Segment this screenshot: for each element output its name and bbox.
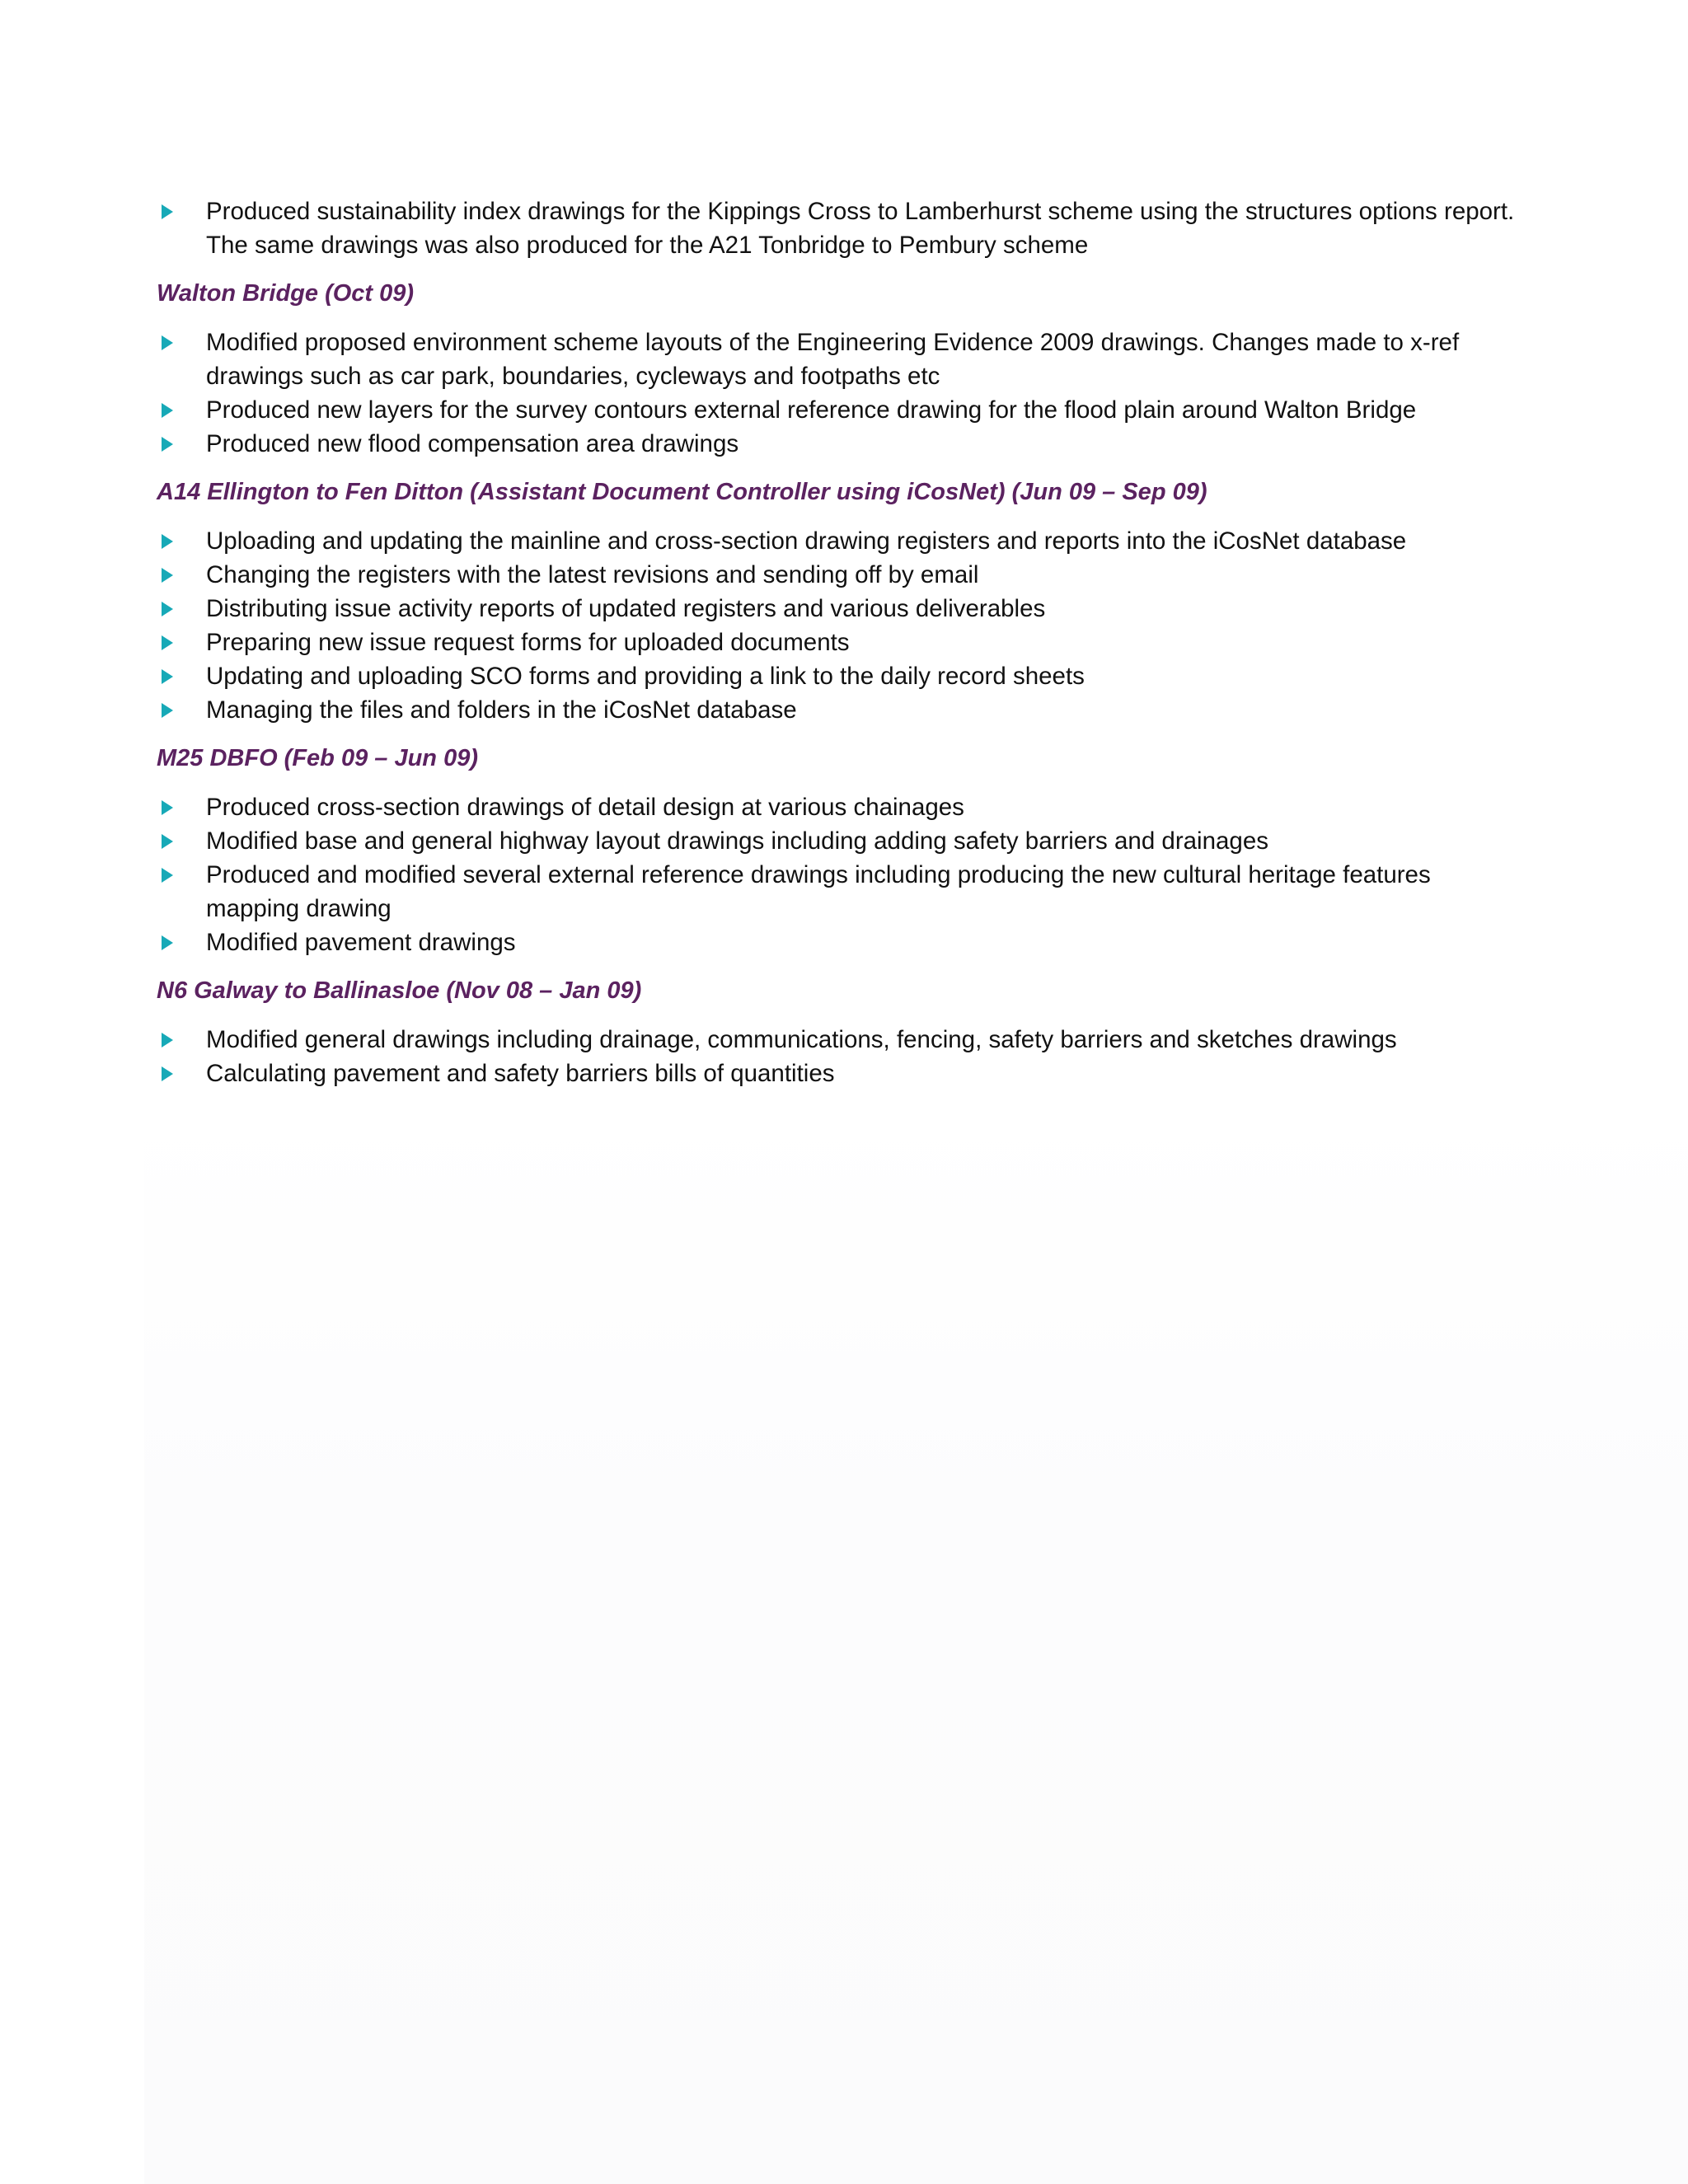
list-item-text: Modified pavement drawings	[206, 929, 516, 956]
triangle-bullet-icon	[162, 868, 173, 883]
list-item	[157, 790, 1525, 824]
list-item	[157, 926, 1525, 959]
bullet-list	[157, 194, 1525, 262]
section-heading: Walton Bridge (Oct 09)	[157, 280, 415, 307]
list-item-text: Uploading and updating the mainline and cross-section drawing registers and reports into the iCosNet database	[206, 527, 1407, 555]
section-n6	[157, 974, 1525, 1090]
list-item	[157, 659, 1525, 693]
list-item	[157, 824, 1525, 858]
list-item	[157, 626, 1525, 659]
triangle-bullet-icon	[162, 1066, 173, 1081]
list-item-text: Updating and uploading SCO forms and providing a link to the daily record sheets	[206, 663, 1085, 690]
list-item	[157, 393, 1525, 427]
triangle-bullet-icon	[162, 800, 173, 815]
list-item	[157, 592, 1525, 626]
section-m25	[157, 742, 1525, 959]
list-item	[157, 693, 1525, 727]
list-item	[157, 427, 1525, 461]
section-heading: N6 Galway to Ballinasloe (Nov 08 – Jan 09)	[157, 977, 642, 1004]
list-item-text: Modified base and general highway layout drawings including adding safety barriers and drainages	[206, 827, 1268, 855]
triangle-bullet-icon	[162, 635, 173, 650]
list-item-text: Preparing new issue request forms for uploaded documents	[206, 629, 850, 656]
triangle-bullet-icon	[162, 602, 173, 616]
list-item-text: Produced sustainability index drawings for the Kippings Cross to Lamberhurst scheme using the structures options report. The same drawings was also produced for the A21 Tonbridge to Pembury scheme	[206, 198, 1515, 259]
triangle-bullet-icon	[162, 437, 173, 452]
list-item	[157, 558, 1525, 592]
document-content	[157, 194, 1525, 1090]
list-item	[157, 858, 1525, 926]
list-item-text: Produced new layers for the survey contours external reference drawing for the flood plain around Walton Bridge	[206, 396, 1417, 424]
list-item-text: Modified general drawings including drainage, communications, fencing, safety barriers and sketches drawings	[206, 1026, 1397, 1053]
triangle-bullet-icon	[162, 534, 173, 549]
triangle-bullet-icon	[162, 403, 173, 418]
list-item-text: Distributing issue activity reports of updated registers and various deliverables	[206, 595, 1046, 622]
triangle-bullet-icon	[162, 669, 173, 684]
list-item	[157, 524, 1525, 558]
list-item	[157, 1057, 1525, 1090]
section-walton-bridge	[157, 277, 1525, 461]
list-item	[157, 194, 1525, 262]
triangle-bullet-icon	[162, 935, 173, 950]
list-item	[157, 1023, 1525, 1057]
triangle-bullet-icon	[162, 335, 173, 350]
triangle-bullet-icon	[162, 703, 173, 718]
section-heading: A14 Ellington to Fen Ditton (Assistant Document Controller using iCosNet) (Jun 09 – Sep 09)	[157, 479, 1207, 505]
list-item-text: Calculating pavement and safety barriers bills of quantities	[206, 1060, 835, 1087]
triangle-bullet-icon	[162, 1033, 173, 1047]
list-item-text: Managing the files and folders in the iCosNet database	[206, 696, 797, 724]
bullet-list	[157, 1023, 1525, 1090]
section-heading: M25 DBFO (Feb 09 – Jun 09)	[157, 745, 478, 771]
list-item-text: Modified proposed environment scheme layouts of the Engineering Evidence 2009 drawings. Changes made to x-ref drawings such as car park, boundaries, cycleways and footpaths etc	[206, 329, 1460, 390]
bullet-list	[157, 524, 1525, 727]
triangle-bullet-icon	[162, 834, 173, 849]
bullet-list	[157, 326, 1525, 461]
list-item	[157, 326, 1525, 393]
section-kippings-cross	[157, 194, 1525, 262]
list-item-text: Changing the registers with the latest revisions and sending off by email	[206, 561, 979, 588]
list-item-text: Produced new flood compensation area drawings	[206, 430, 739, 457]
page-background	[144, 1104, 1688, 2184]
list-item-text: Produced cross-section drawings of detail design at various chainages	[206, 794, 964, 821]
triangle-bullet-icon	[162, 568, 173, 583]
section-a14	[157, 476, 1525, 727]
triangle-bullet-icon	[162, 204, 173, 219]
list-item-text: Produced and modified several external reference drawings including producing the new cultural heritage features mapping drawing	[206, 861, 1431, 922]
bullet-list	[157, 790, 1525, 959]
